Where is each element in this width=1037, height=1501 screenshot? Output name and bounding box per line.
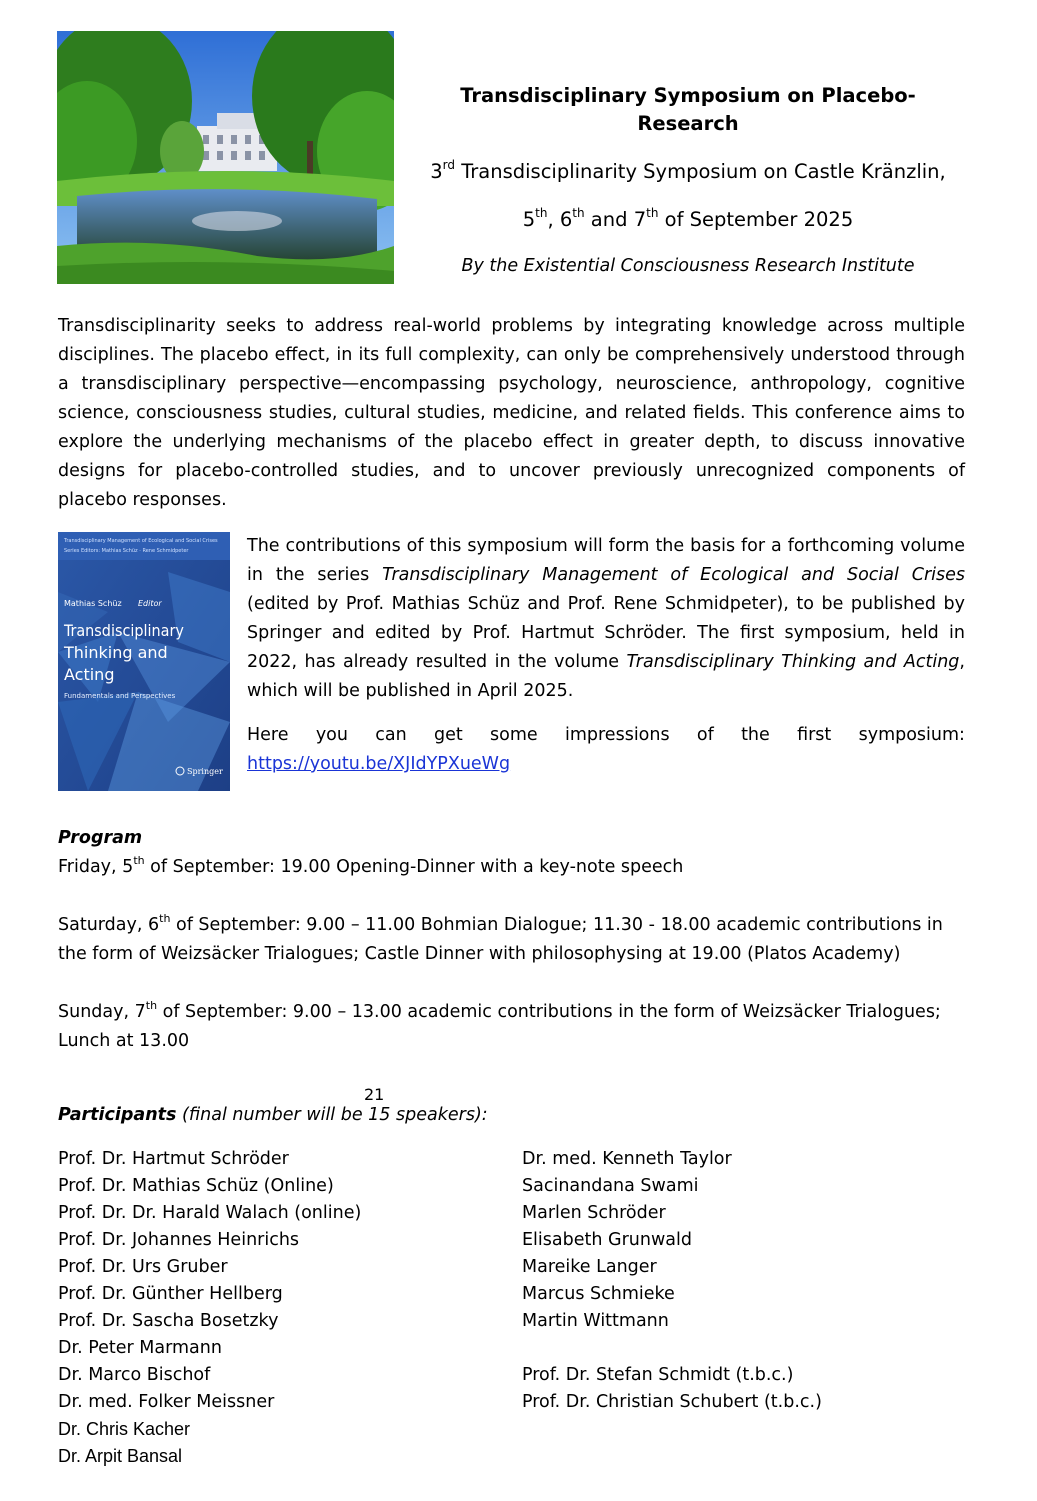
header-block <box>410 82 966 280</box>
list-item: Dr. Peter Marmann <box>58 1338 222 1358</box>
list-item: Martin Wittmann <box>522 1311 669 1331</box>
list-item: Elisabeth Grunwald <box>522 1230 692 1250</box>
program-heading: Program <box>58 828 143 848</box>
cover-title-1: Transdisciplinary <box>64 621 184 640</box>
symposium-subtitle: 3rd Transdisciplinarity Symposium on Castle Kränzlin, <box>430 157 946 183</box>
list-item: Prof. Dr. Sascha Bosetzky <box>58 1311 279 1331</box>
cover-title-3: Acting <box>64 665 115 684</box>
list-item: Dr. med. Kenneth Taylor <box>522 1149 732 1169</box>
impressions-line: Here you can get some impressions of the first symposium: <box>247 725 965 745</box>
list-item: Sacinandana Swami <box>522 1176 699 1196</box>
list-item: Prof. Dr. Dr. Harald Walach (online) <box>58 1203 362 1223</box>
cover-editors-text: Series Editors: Mathias Schüz · Rene Schmidpeter <box>64 548 189 554</box>
program-saturday: Saturday, 6th of September: 9.00 – 11.00 Bohmian Dialogue; 11.30 - 18.00 academic contributions in the form of Weizsäcker Trialogues; Castle Dinner with philosophysing at 19.00 (Platos Academy) <box>58 912 943 964</box>
list-item: Marlen Schröder <box>522 1203 666 1223</box>
participants-column-2 <box>522 1146 822 1416</box>
list-item: Prof. Dr. Mathias Schüz (Online) <box>58 1176 334 1196</box>
handwritten-correction: 21 <box>364 1085 385 1104</box>
list-item: Prof. Dr. Günther Hellberg <box>58 1284 283 1304</box>
cover-title-2: Thinking and <box>64 643 168 662</box>
list-item: Prof. Dr. Johannes Heinrichs <box>58 1230 300 1250</box>
youtube-link[interactable]: https://youtu.be/XJIdYPXueWg <box>247 754 511 774</box>
page-title: Transdisciplinary Symposium on Placebo-Research <box>460 84 916 135</box>
cover-editor-name: Mathias Schüz <box>64 599 122 608</box>
cover-series-text: Transdisciplinary Management of Ecological and Social Crises <box>64 538 218 544</box>
list-item: Dr. Arpit Bansal <box>58 1446 183 1466</box>
list-item: Prof. Dr. Stefan Schmidt (t.b.c.) <box>522 1365 794 1385</box>
cover-subtitle: Fundamentals and Perspectives <box>64 692 176 700</box>
list-item: Dr. med. Folker Meissner <box>58 1392 275 1412</box>
book-title: Transdisciplinary Thinking and Acting <box>626 652 960 672</box>
participants-heading: Participants (final number will be 15 speakers): <box>58 1105 488 1125</box>
program-friday: Friday, 5th of September: 19.00 Opening-Dinner with a key-note speech <box>58 854 684 877</box>
intro-paragraph: Transdisciplinarity seeks to address real-world problems by integrating knowledge across multiple disciplines. The placebo effect, in its full complexity, can only be comprehensively understood through a transdisciplinary perspective—encompassing psychology, neuroscience, anthropology, cognitive science, consciousness studies, cultural studies, medicine, and related fields. This conference aims to explore the underlying mechanisms of the placebo effect in greater depth, to discuss innovative designs for placebo-controlled studies, and to uncover previously unrecognized components of placebo responses. <box>58 316 965 510</box>
participants-column-1 <box>58 1146 361 1470</box>
list-item: Prof. Dr. Hartmut Schröder <box>58 1149 289 1169</box>
list-item: Marcus Schmieke <box>522 1284 675 1304</box>
castle-photo <box>57 31 394 284</box>
list-item: Prof. Dr. Urs Gruber <box>58 1257 228 1277</box>
volume-paragraph: The contributions of this symposium will form the basis for a forthcoming volume in the series Transdisciplinary Management of Ecological and Social Crises (edited by Prof. Mathias Schüz and Prof. Rene Schmidpeter), to be published by Springer and edited by Prof. Hartmut Schröder. The first symposium, held in 2022, has already resulted in the volume Transdisciplinary Thinking and Acting, which will be published in April 2025. <box>247 536 965 701</box>
cover-publisher: Springer <box>187 767 223 776</box>
speaker-count: 15 <box>368 1105 391 1125</box>
program-section <box>58 824 968 1056</box>
list-item: Prof. Dr. Christian Schubert (t.b.c.) <box>522 1392 822 1412</box>
list-item: Dr. Chris Kacher <box>58 1419 191 1439</box>
cover-editor-role: Editor <box>138 599 162 608</box>
list-item: Mareike Langer <box>522 1257 657 1277</box>
list-item: Dr. Marco Bischof <box>58 1365 211 1385</box>
program-sunday: Sunday, 7th of September: 9.00 – 13.00 academic contributions in the form of Weizsäcker Trialogues; Lunch at 13.00 <box>58 999 941 1051</box>
symposium-dates: 5th, 6th and 7th of September 2025 <box>522 205 854 231</box>
impressions-paragraph <box>247 721 965 779</box>
series-title: Transdisciplinary Management of Ecological and Social Crises <box>382 565 965 585</box>
book-cover <box>58 532 230 791</box>
organizer-byline: By the Existential Consciousness Research Institute <box>461 256 915 276</box>
